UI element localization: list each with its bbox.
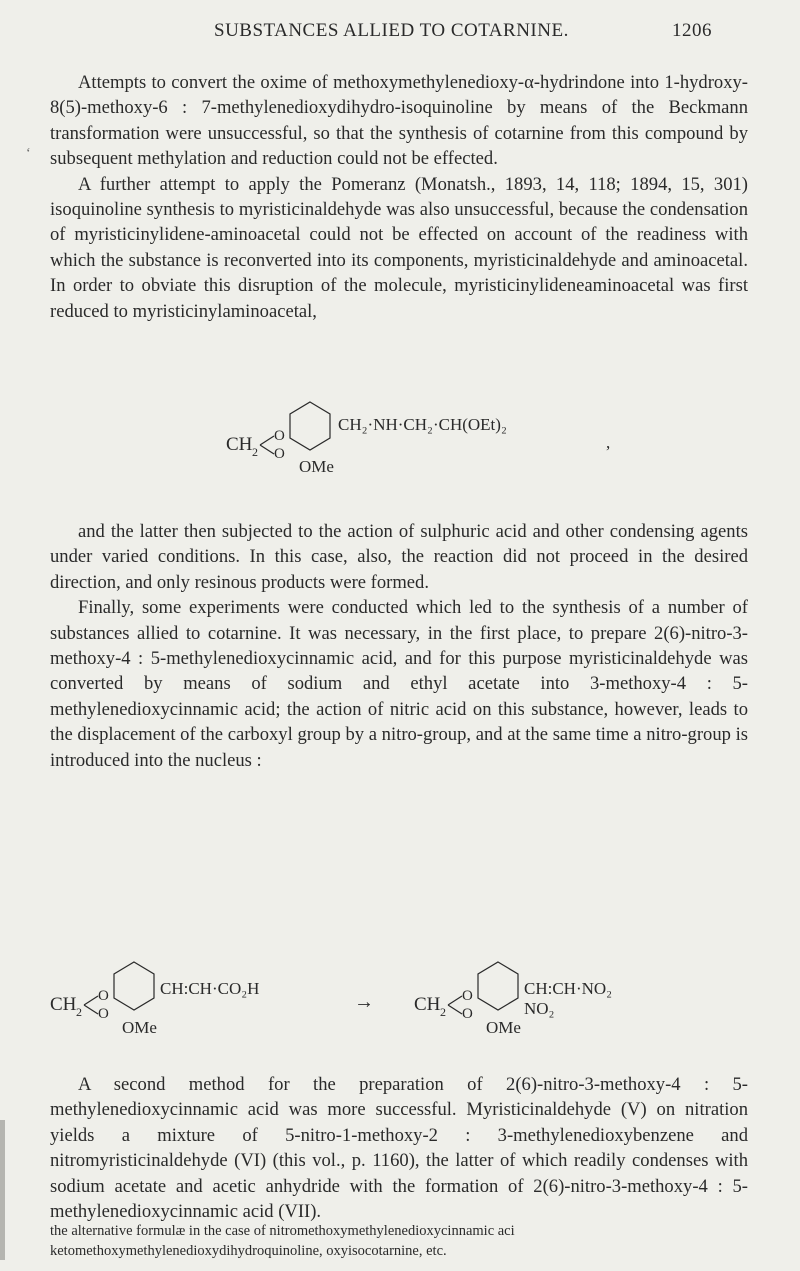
text-block-bottom bbox=[50, 1072, 748, 1224]
methylene-subscript-product: 2 bbox=[440, 1005, 446, 1019]
methoxy-group: OMe bbox=[299, 457, 334, 476]
methylene-subscript: 2 bbox=[76, 1005, 82, 1019]
page-number: 1206 bbox=[672, 20, 712, 41]
paragraph: Attempts to convert the oxime of methoxymethylenedioxy-α-hydrindone into 1-hydroxy-8(5)-methoxy-6 : 7-methylenedioxydihydro-isoquinoline by means of the Beckmann transformation were unsuccessful, so that the synthesis of cotarnine from this compound by subsequent methylation and reduction could not be effected. bbox=[50, 72, 748, 170]
nitrostyrene-side-chain: CH:CH·NO₂ bbox=[524, 979, 613, 998]
methylene-group: CH bbox=[226, 434, 253, 455]
methylene-subscript: 2 bbox=[252, 445, 258, 459]
margin-tick-mark: ‘ bbox=[26, 146, 31, 161]
formula-drawing bbox=[0, 390, 800, 510]
structural-formula-myristicinylaminoacetal bbox=[0, 390, 800, 510]
benzene-ring bbox=[290, 402, 330, 450]
methoxy-group-reactant: OMe bbox=[122, 1018, 157, 1037]
nitro-group: NO₂ bbox=[524, 999, 555, 1018]
page-edge-shadow bbox=[0, 1120, 5, 1260]
methylene-group: CH bbox=[50, 994, 77, 1015]
ring-oxygen-top-product: O bbox=[462, 988, 473, 1004]
paragraph: A second method for the preparation of 2(6)-nitro-3-methoxy-4 : 5-methylenedioxycinnamic acid was more successful. Myristicinaldehyde (V) on nitration yields a mixture of 5-nitro-1-methoxy-2 : 3-methylenedioxybenzene and nitromyristicinaldehyde (VI) (this vol., p. 1160), the latter of which readily condenses with sodium acetate and acetic anhydride with the formation of 2(6)-nitro-3-methoxy-4 : 5-methylenedioxycinnamic acid (VII). bbox=[50, 1074, 748, 1223]
benzene-ring-product bbox=[478, 962, 518, 1010]
ring-oxygen-top: O bbox=[274, 428, 285, 444]
footnote-text: the alternative formulæ in the case of nitromethoxymethylenedioxycinnamic aci ketomethoxymethylenedioxydihydroquinoline, oxyisocotarnine, etc. bbox=[50, 1223, 515, 1259]
paragraph: Finally, some experiments were conducted which led to the synthesis of a number of substances allied to cotarnine. It was necessary, in the first place, to prepare 2(6)-nitro-3-methoxy-4 : 5-methylenedioxycinnamic acid, and for this purpose myristicinaldehyde was converted by means of sodium and ethyl acetate into 3-methoxy-4 : 5-methylenedioxycinnamic acid; the action of nitric acid on this substance, however, leads to the displacement of the carboxyl group by a nitro-group, and at the same time a nitro-group is introduced into the nucleus : bbox=[50, 597, 748, 771]
ring-oxygen-bottom-product: O bbox=[462, 1006, 473, 1022]
paragraph: A further attempt to apply the Pomeranz (Monatsh., 1893, 14, 118; 1894, 15, 301) isoquinoline synthesis to myristicinaldehyde was also unsuccessful, because the condensation of myristicinylidene-aminoacetal could not be effected on account of the readiness with which the substance is reconverted into its components, myristicinaldehyde and aminoacetal. In order to obviate this disruption of the molecule, myristicinylideneaminoacetal was first reduced to myristicinylaminoacetal, bbox=[50, 173, 748, 322]
text-block-middle bbox=[50, 519, 748, 773]
scheme-drawing bbox=[0, 960, 800, 1080]
methoxy-group-product: OMe bbox=[486, 1018, 521, 1037]
cinnamic-side-chain: CH:CH·CO₂H bbox=[160, 979, 260, 998]
paragraph: and the latter then subjected to the action of sulphuric acid and other condensing agents under varied conditions. In this case, also, the reaction did not proceed in the desired direction, and only resinous products were formed. bbox=[50, 521, 748, 593]
text-block-top bbox=[50, 70, 748, 324]
side-chain: CH₂·NH·CH₂·CH(OEt)₂ bbox=[338, 415, 507, 434]
reaction-arrow: → bbox=[354, 991, 374, 1013]
footnote-fragment bbox=[50, 1221, 760, 1261]
ring-oxygen-bottom: O bbox=[98, 1006, 109, 1022]
running-title: SUBSTANCES ALLIED TO COTARNINE. bbox=[214, 20, 569, 41]
ring-oxygen-top: O bbox=[98, 988, 109, 1004]
reaction-scheme-nitration bbox=[0, 960, 800, 1080]
benzene-ring-reactant bbox=[114, 962, 154, 1010]
formula-comma: , bbox=[606, 433, 611, 452]
methylene-group-product: CH bbox=[414, 994, 441, 1015]
ring-oxygen-bottom: O bbox=[274, 446, 285, 462]
